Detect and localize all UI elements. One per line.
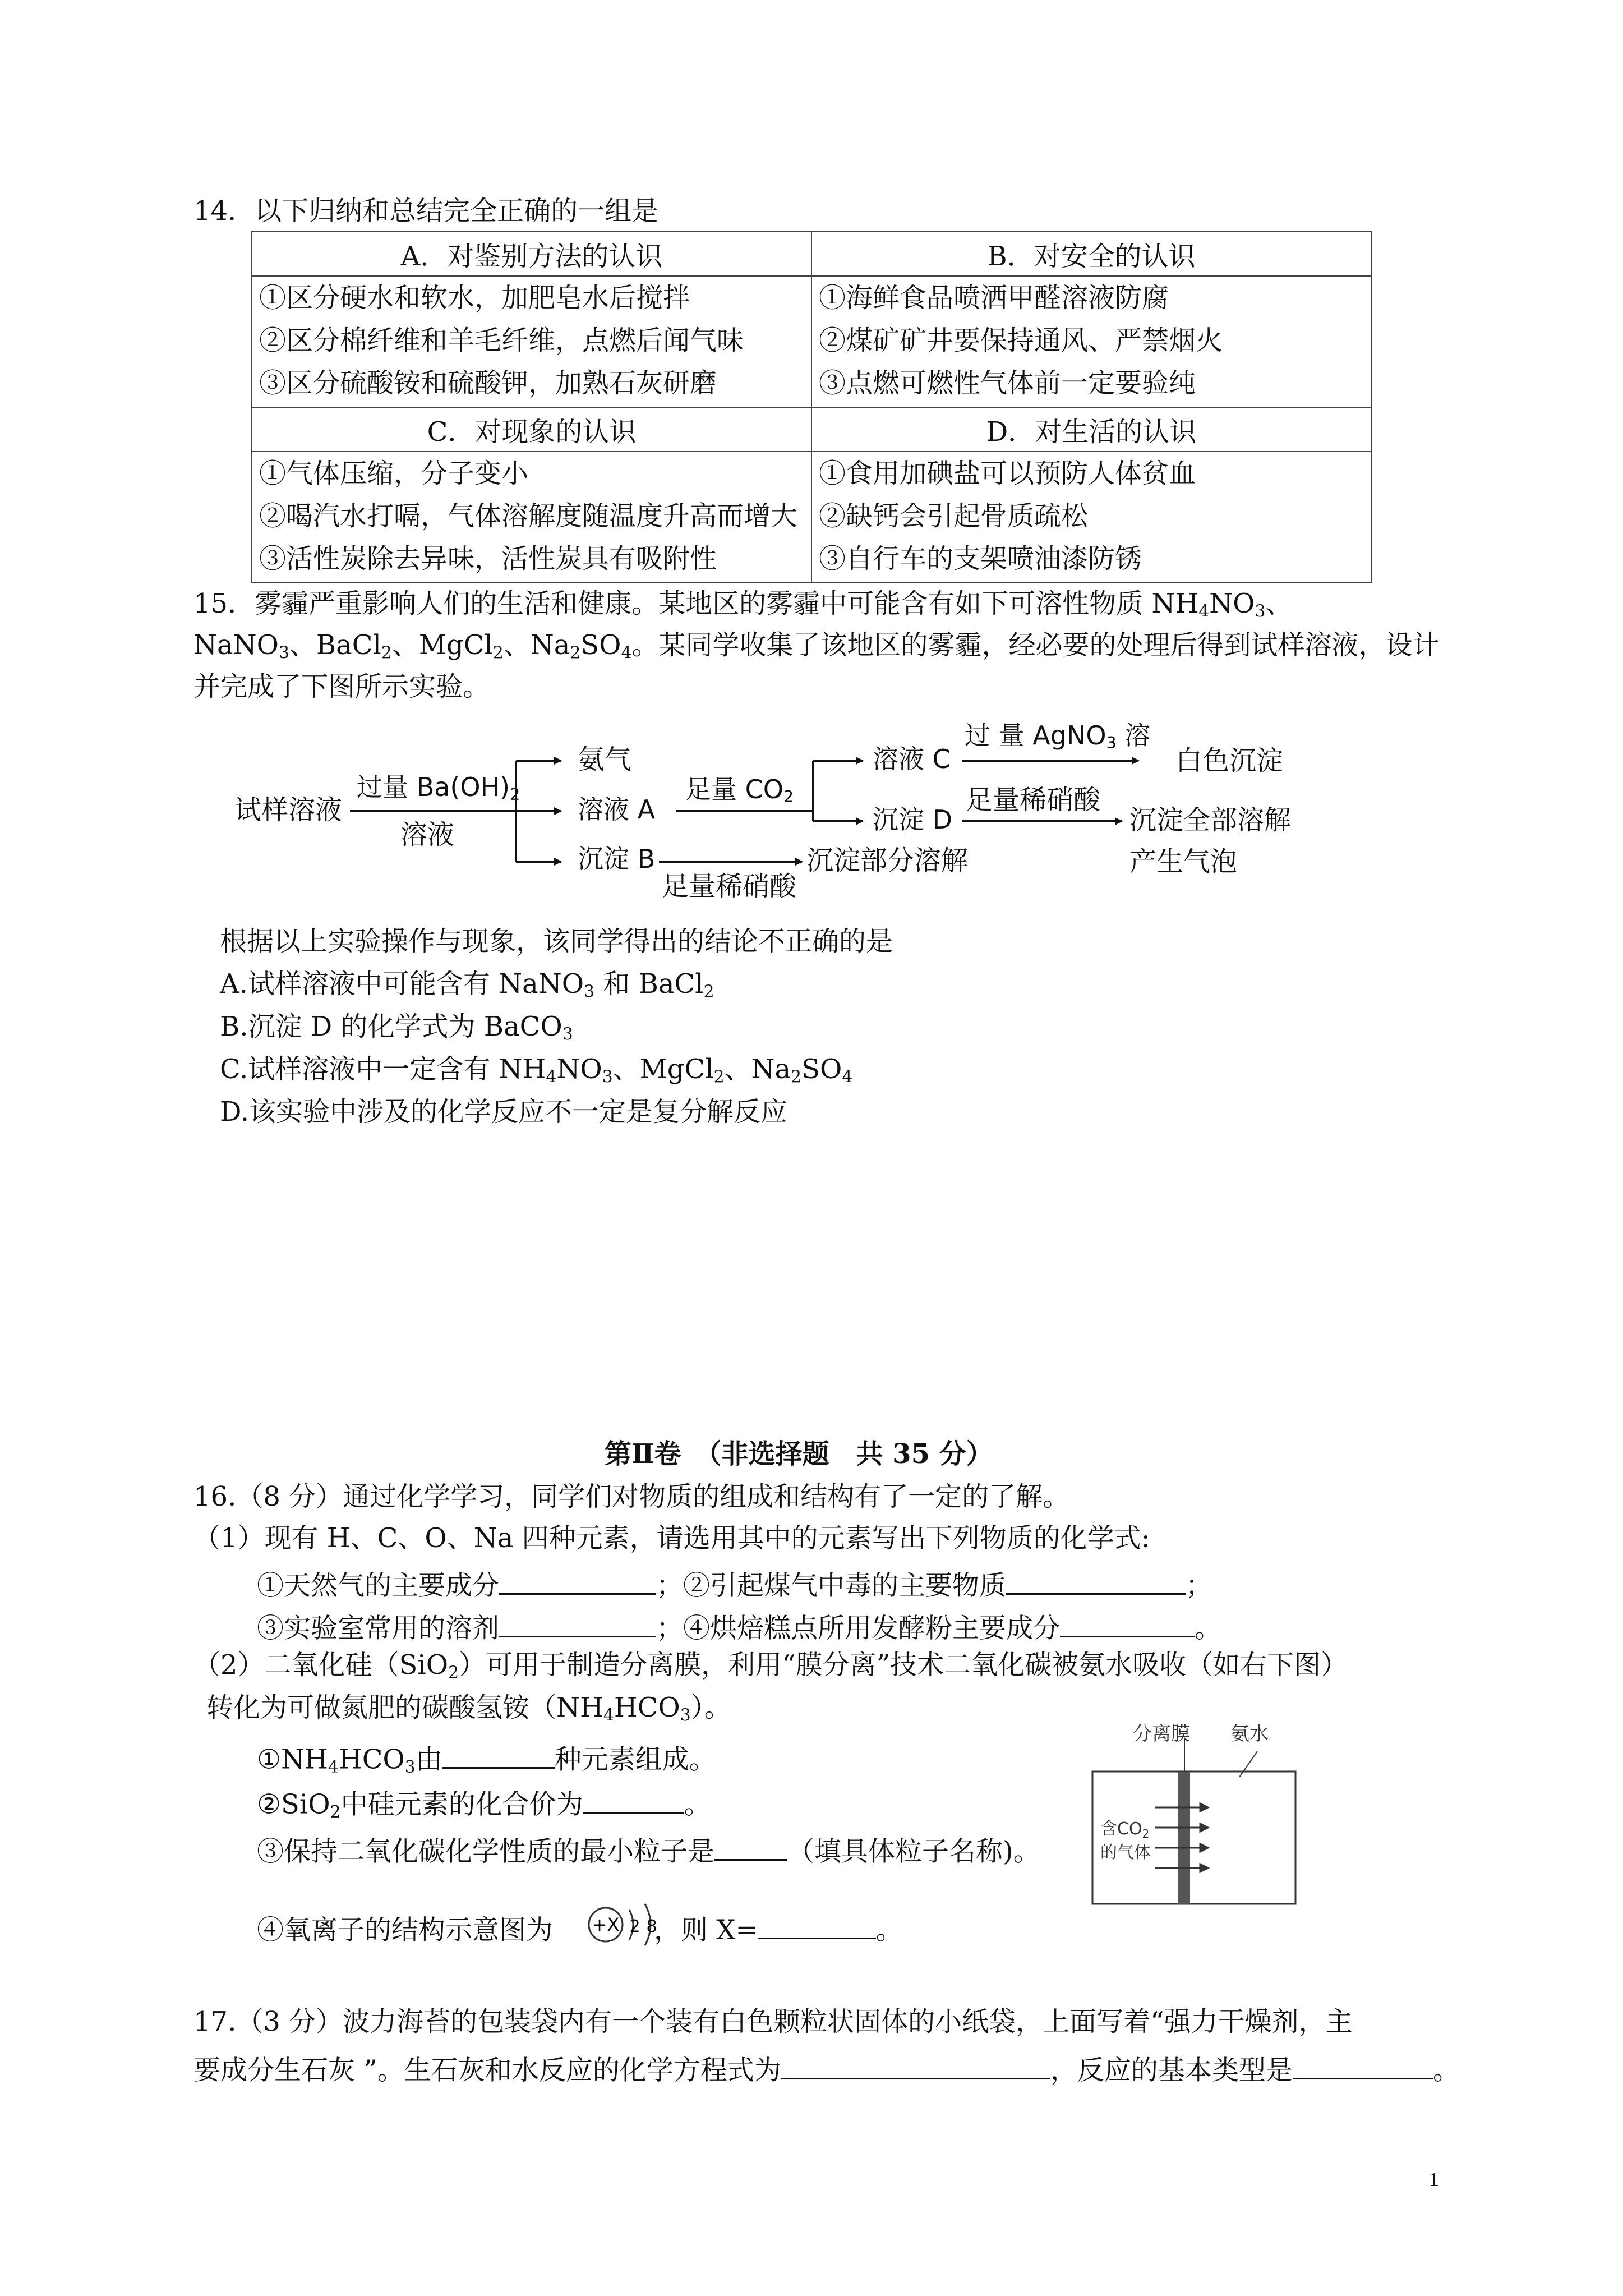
q16-part1-line2 [257, 1610, 1221, 1642]
flow-solution-c: 溶液 C [873, 744, 951, 774]
q17-line2 [193, 2052, 1460, 2084]
flow-bubbles: 产生气泡 [1129, 846, 1238, 877]
q15-option-a: A.试样溶液中可能含有 NaNO$_3$ 和 BaCl$_2$ [220, 968, 714, 1002]
q16-text: ；②引起煤气中毒的主要物质 [656, 1570, 1007, 1602]
q16-part1: （1）现有 H、C、O、Na 四种元素，请选用其中的元素写出下列物质的化学式: [193, 1522, 1150, 1554]
flow-label: 过 量 AgNO [965, 720, 1106, 751]
answer-blank[interactable] [1006, 1567, 1186, 1595]
answer-blank[interactable] [583, 1786, 684, 1814]
flow-start: 试样溶液 [234, 794, 343, 826]
flow-ammonia: 氨气 [578, 744, 632, 775]
q14-d-item: ③自行车的支架喷油漆防锈 [819, 543, 1142, 574]
option-text: 和 BaCl [594, 968, 704, 1000]
gas-label-1: 含$CO_2$ [1100, 1819, 1150, 1841]
q14-b-item: ①海鲜食品喷洒甲醛溶液防腐 [819, 282, 1169, 314]
q16-text: ①NH [257, 1743, 328, 1775]
q14-c-item: ③活性炭除去异味，活性炭具有吸附性 [259, 543, 717, 574]
q16-text: 转化为可做氮肥的碳酸氢铵（NH [206, 1692, 603, 1723]
q16-text: 中硅元素的化合价为 [340, 1788, 583, 1820]
membrane-figure-svg [1088, 1718, 1301, 1908]
option-text: NO [556, 1053, 602, 1085]
answer-blank[interactable] [758, 1912, 876, 1939]
option-text: C.试样溶液中一定含有 NH [220, 1053, 546, 1085]
answer-blank[interactable] [499, 1610, 656, 1637]
q16-text: ，则 X= [654, 1914, 758, 1946]
q16-sub4 [257, 1912, 903, 1944]
flow-reagent-baoh2: 过量 $Ba(OH)_2$ [357, 772, 520, 804]
flow-precipitate-b: 沉淀 B [578, 844, 656, 874]
flow-hno3-b: 足量稀硝酸 [662, 871, 797, 902]
q14-b-head: B．对安全的认识 [811, 232, 1371, 276]
q16-text: 。 [1195, 1612, 1222, 1644]
q15-stem-line2: NaNO$_3$、BaCl$_2$、MgCl$_2$、$Na_2SO_4$。某同学收集了该地区的雾霾，经必要的处理后得到试样溶液，设计 [193, 629, 1440, 663]
q16-text: ②SiO [257, 1788, 330, 1820]
flow-precipitate-d: 沉淀 D [873, 804, 953, 835]
q15-stem-text: 15．雾霾严重影响人们的生活和健康。某地区的雾霾中可能含有如下可溶性物质 NH [193, 588, 1199, 619]
q14-a-item: ③区分硫酸铵和硫酸钾，加熟石灰研磨 [259, 367, 717, 399]
flow-label: 过量 Ba(OH) [357, 772, 510, 802]
q14-d-head: D．对生活的认识 [811, 407, 1371, 452]
answer-blank[interactable] [1293, 2052, 1433, 2079]
membrane-figure [1088, 1718, 1301, 1908]
q16-stem: 16.（8 分）通过化学学习，同学们对物质的组成和结构有了一定的了解。 [193, 1481, 1070, 1512]
q16-text: （2）二氧化硅（SiO [193, 1649, 449, 1681]
nucleus-label: +X [592, 1914, 620, 1935]
q16-text: HCO [614, 1692, 680, 1723]
q16-text: （填具体粒子名称)。 [787, 1835, 1040, 1867]
q14-a-item: ①区分硬水和软水，加肥皂水后搅拌 [259, 282, 690, 314]
q17-text: 。 [1432, 2054, 1460, 2086]
q16-text: 由 [415, 1743, 442, 1775]
q14-b-item: ②煤矿矿井要保持通风、严禁烟火 [819, 325, 1223, 356]
option-text: A.试样溶液中可能含有 NaNO [220, 968, 584, 1000]
formula: SO [580, 629, 621, 661]
flow-all-dissolve: 沉淀全部溶解 [1129, 804, 1292, 836]
q15-option-d: D.该实验中涉及的化学反应不一定是复分解反应 [220, 1096, 788, 1128]
q16-part2-line1: （2）二氧化硅（SiO$_2$）可用于制造分离膜，利用“膜分离”技术二氧化碳被氨水吸收（如右下图） [193, 1649, 1348, 1683]
q16-text: ③实验室常用的溶剂 [257, 1612, 500, 1644]
formula: NaNO [193, 629, 279, 661]
flow-label: 足量 CO [685, 774, 783, 804]
q15-stem-text: NO [1209, 588, 1255, 619]
q14-c-item: ①气体压缩，分子变小 [259, 458, 529, 489]
q15-stem-line3: 并完成了下图所示实验。 [193, 671, 490, 702]
q16-text: HCO [338, 1743, 405, 1775]
q16-text: 。 [875, 1914, 903, 1946]
q14-d-item: ①食用加碘盐可以预防人体贫血 [819, 458, 1196, 489]
q17-text: 要成分生石灰 ”。生石灰和水反应的化学方程式为 [193, 2054, 781, 2086]
q16-part2-line2: 转化为可做氮肥的碳酸氢铵$(NH_4HCO_3)$。 [206, 1692, 731, 1726]
answer-blank[interactable] [442, 1741, 555, 1769]
gas-label-2: 的气体 [1100, 1843, 1151, 1862]
ammonia-label: 氨水 [1230, 1723, 1269, 1745]
q15-option-b: B.沉淀 D 的化学式为 BaCO$_3$ [220, 1011, 573, 1045]
q16-text: ）可用于制造分离膜，利用“膜分离”技术二氧化碳被氨水吸收（如右下图） [459, 1649, 1348, 1681]
q15-option-c: C.试样溶液中一定含有 $NH_4NO_3$、MgCl$_2$、$Na_2SO_4$ [220, 1053, 853, 1087]
q16-text: ）。 [690, 1692, 731, 1723]
q16-text: 种元素组成。 [554, 1743, 716, 1775]
q16-text: ④氧离子的结构示意图为 [257, 1914, 554, 1946]
answer-blank[interactable] [714, 1833, 787, 1861]
gas-label-text: 含CO [1100, 1819, 1142, 1839]
q16-text: ； [1186, 1570, 1213, 1602]
flow-label: 溶 [1116, 720, 1151, 751]
answer-blank[interactable] [781, 2052, 1050, 2079]
flow-solution-a: 溶液 A [578, 794, 656, 825]
q16-text: 。 [684, 1788, 711, 1820]
q14-c-item: ②喝汽水打嗝，气体溶解度随温度升高而增大 [259, 500, 798, 532]
formula: 、MgCl [391, 629, 493, 661]
ammonia-leader [1239, 1751, 1257, 1777]
flow-hno3-d: 足量稀硝酸 [966, 784, 1101, 816]
q14-c-head: C．对现象的认识 [252, 407, 811, 452]
flow-co2: 足量 $CO_2$ [685, 774, 794, 807]
flow-white-precipitate: 白色沉淀 [1175, 745, 1284, 776]
page-number: 1 [1429, 2168, 1439, 2191]
shell-1-electrons: 2 [629, 1917, 640, 1936]
formula: 、BaCl [289, 629, 381, 661]
q16-text: ；④烘焙糕点所用发酵粉主要成分 [656, 1612, 1061, 1644]
q16-part1-line1 [257, 1567, 1213, 1602]
flow-reagent-solution: 溶液 [400, 819, 455, 850]
option-text: SO [801, 1053, 842, 1085]
q16-sub1: $①NH_4HCO_3$由 种元素组成。 [257, 1741, 716, 1776]
q17-line1: 17.（3 分）波力海苔的包装袋内有一个装有白色颗粒状固体的小纸袋，上面写着“强力干燥剂，主 [193, 2006, 1353, 2037]
membrane-bar [1178, 1772, 1190, 1904]
q14-b-item: ③点燃可燃性气体前一定要验纯 [819, 367, 1196, 399]
flow-agno3: 过 量 AgNO$_3$ 溶 [965, 720, 1151, 753]
q16-sub2: ②SiO$_2$中硅元素的化合价为 。 [257, 1786, 711, 1821]
q17-text: ，反应的基本类型是 [1050, 2054, 1293, 2086]
q16-text: ③保持二氧化碳化学性质的最小粒子是 [257, 1835, 715, 1867]
option-text: B.沉淀 D 的化学式为 BaCO [220, 1011, 562, 1042]
q14-a-head: A．对鉴别方法的认识 [252, 232, 811, 276]
q15-ask: 根据以上实验操作与现象，该同学得出的结论不正确的是 [220, 926, 893, 957]
q15-stem-line1: 15．雾霾严重影响人们的生活和健康。某地区的雾霾中可能含有如下可溶性物质 $NH_4NO_3$、 [193, 588, 1293, 622]
answer-blank[interactable] [1060, 1610, 1195, 1637]
flow-partial-dissolve: 沉淀部分溶解 [806, 845, 969, 876]
q14-d-item: ②缺钙会引起骨质疏松 [819, 500, 1089, 532]
membrane-label: 分离膜 [1133, 1723, 1190, 1745]
q16-sub3 [257, 1833, 1040, 1865]
formula: 、Na [503, 629, 570, 661]
option-text: 、Na [724, 1053, 791, 1085]
q14-stem: 14．以下归纳和总结完全正确的一组是 [193, 195, 659, 227]
option-text: 、MgCl [612, 1053, 714, 1085]
oxygen-ion-diagram [583, 1894, 684, 1955]
q15-stem-text: 、 [1265, 588, 1293, 619]
answer-blank[interactable] [499, 1567, 656, 1595]
q15-stem-text: 。某同学收集了该地区的雾霾，经必要的处理后得到试样溶液，设计 [631, 629, 1440, 661]
section-2-title: 第Ⅱ卷 （非选择题 共 35 分） [605, 1438, 993, 1470]
q16-text: ①天然气的主要成分 [257, 1570, 500, 1602]
q14-a-item: ②区分棉纤维和羊毛纤维，点燃后闻气味 [259, 325, 744, 356]
shell-2-electrons: 8 [646, 1917, 657, 1936]
